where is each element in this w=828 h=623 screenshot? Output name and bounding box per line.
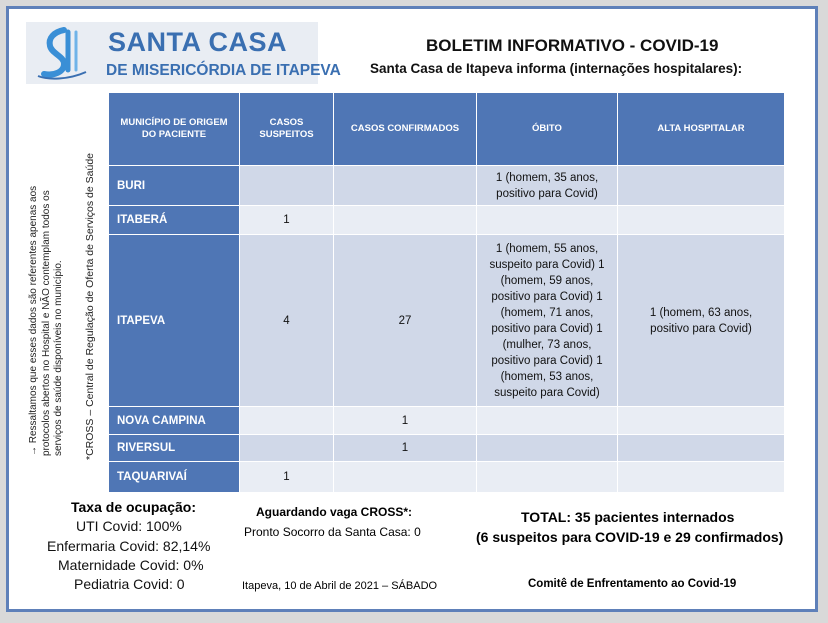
- side-note-line: → Ressaltamos que esses dados são referentes apenas aos: [28, 185, 39, 456]
- santa-casa-logo-icon: [34, 26, 90, 80]
- table-row: [109, 407, 785, 435]
- alta-cell: [618, 206, 785, 235]
- side-note-cross: *CROSS – Central de Regulação de Oferta de Serviços de Saúde: [84, 152, 96, 460]
- suspeitos-cell: 1: [240, 206, 334, 235]
- footer-committee: Comitê de Enfrentamento ao Covid-19: [528, 578, 737, 590]
- table-row: [109, 235, 785, 407]
- table-row: [109, 462, 785, 493]
- alta-cell: 1 (homem, 63 anos, positivo para Covid): [618, 235, 785, 407]
- total-detail: (6 suspeitos para COVID-19 e 29 confirmados): [476, 529, 784, 545]
- alta-cell: [618, 435, 785, 462]
- alta-cell: [618, 407, 785, 435]
- obito-cell: [477, 462, 618, 493]
- waiting-ps: Pronto Socorro da Santa Casa: 0: [244, 525, 421, 539]
- confirmados-cell: 1: [334, 435, 477, 462]
- obito-cell: [477, 206, 618, 235]
- table-row: [109, 166, 785, 206]
- confirmados-cell: [334, 462, 477, 493]
- obito-cell: 1 (homem, 35 anos, positivo para Covid): [477, 166, 618, 206]
- municipio-cell: RIVERSUL: [109, 435, 240, 462]
- page-subtitle: Santa Casa de Itapeva informa (internações hospitalares):: [370, 61, 743, 76]
- confirmados-cell: [334, 166, 477, 206]
- cases-table: [108, 92, 785, 493]
- obito-cell: 1 (homem, 55 anos, suspeito para Covid) 1 (homem, 59 anos, positivo para Covid) 1 (homem, 71 anos, positivo para Covid) 1 (mulher, 73 anos, positivo para Covid) 1 (homem, 53 anos, suspeito para Covid): [477, 235, 618, 407]
- alta-cell: [618, 462, 785, 493]
- suspeitos-cell: [240, 435, 334, 462]
- footer-date: Itapeva, 10 de Abril de 2021 – SÁBADO: [242, 580, 438, 592]
- header-municipio: MUNICÍPIO DE ORIGEM DO PACIENTE: [109, 93, 240, 166]
- side-note-line: serviços de saúde disponíveis no município.: [53, 260, 64, 456]
- header-suspeitos: CASOS SUSPEITOS: [240, 93, 334, 166]
- table-row: [109, 435, 785, 462]
- occupancy-uti: UTI Covid: 100%: [76, 518, 182, 534]
- total-line: TOTAL: 35 pacientes internados: [521, 509, 735, 525]
- table-header-row: [109, 93, 785, 166]
- occupancy-enfermaria: Enfermaria Covid: 82,14%: [47, 538, 211, 554]
- header-obito: ÓBITO: [477, 93, 618, 166]
- confirmados-cell: [334, 206, 477, 235]
- page-title: BOLETIM INFORMATIVO - COVID-19: [426, 36, 719, 55]
- suspeitos-cell: 4: [240, 235, 334, 407]
- header-confirmados: CASOS CONFIRMADOS: [334, 93, 477, 166]
- confirmados-cell: 1: [334, 407, 477, 435]
- header-alta: ALTA HOSPITALAR: [618, 93, 785, 166]
- obito-cell: [477, 435, 618, 462]
- municipio-cell: ITAPEVA: [109, 235, 240, 407]
- side-note-disclaimer: [28, 186, 66, 456]
- suspeitos-cell: [240, 166, 334, 206]
- municipio-cell: TAQUARIVAÍ: [109, 462, 240, 493]
- obito-cell: [477, 407, 618, 435]
- municipio-cell: ITABERÁ: [109, 206, 240, 235]
- logo-subtitle: DE MISERICÓRDIA DE ITAPEVA: [106, 62, 341, 79]
- suspeitos-cell: [240, 407, 334, 435]
- suspeitos-cell: 1: [240, 462, 334, 493]
- municipio-cell: NOVA CAMPINA: [109, 407, 240, 435]
- occupancy-pediatria: Pediatria Covid: 0: [74, 576, 185, 592]
- waiting-title: Aguardando vaga CROSS*:: [256, 505, 413, 519]
- occupancy-title: Taxa de ocupação:: [71, 499, 197, 515]
- side-note-line: protocolos abertos no Hospital e NÃO contemplam todos os: [40, 190, 52, 456]
- municipio-cell: BURI: [109, 166, 240, 206]
- alta-cell: [618, 166, 785, 206]
- logo-title: SANTA CASA: [108, 27, 287, 57]
- confirmados-cell: 27: [334, 235, 477, 407]
- occupancy-maternidade: Maternidade Covid: 0%: [58, 557, 204, 573]
- table-row: [109, 206, 785, 235]
